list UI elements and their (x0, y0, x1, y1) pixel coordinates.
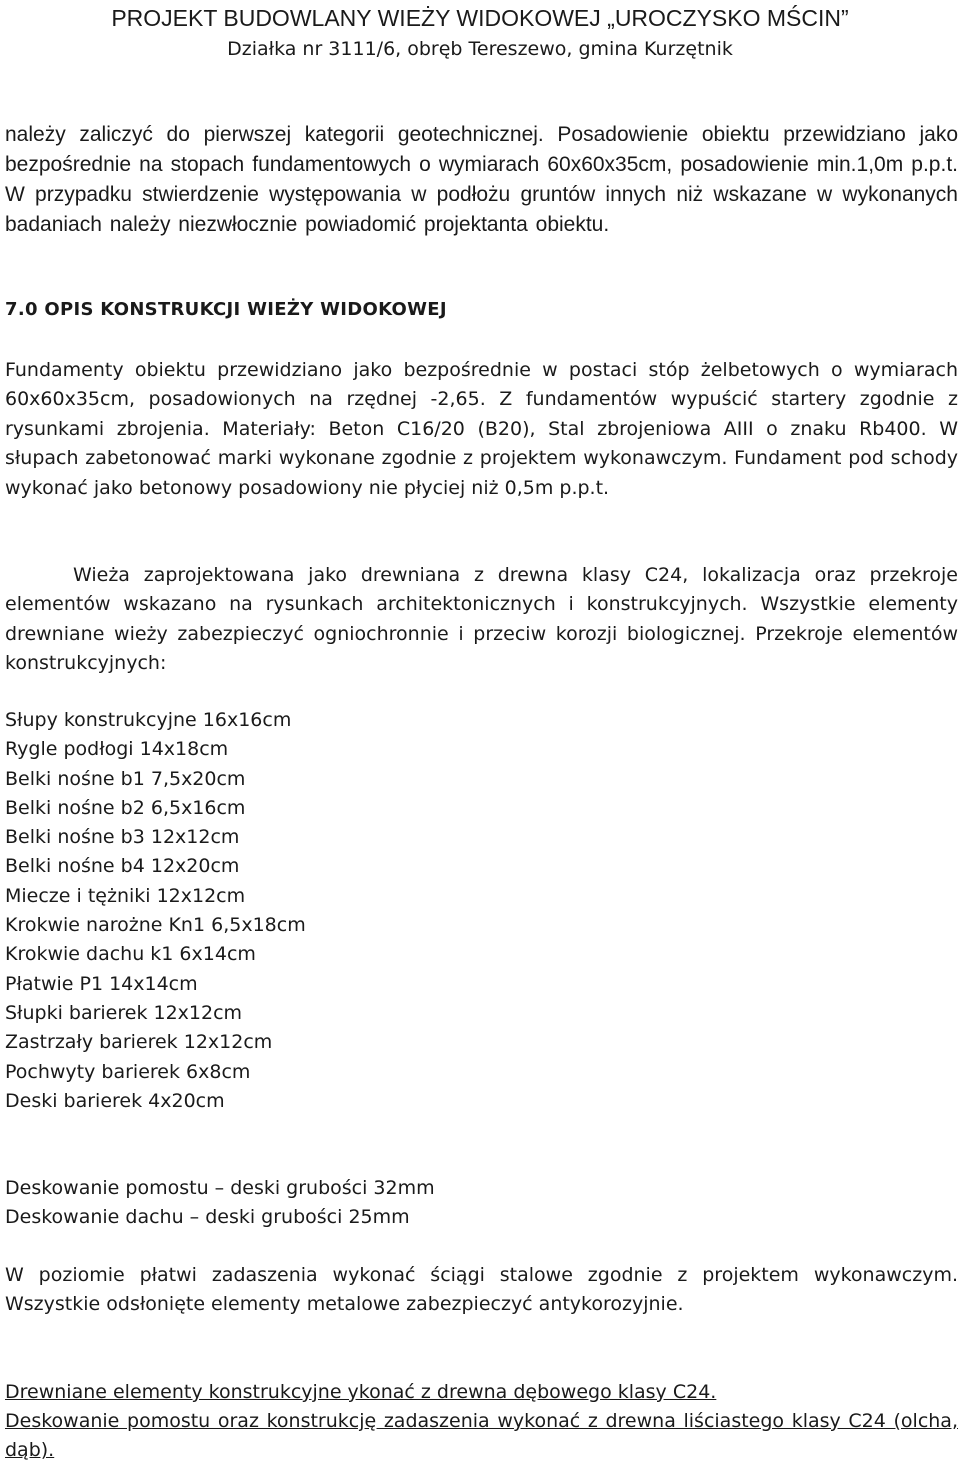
foundations-paragraph: Fundamenty obiektu przewidziano jako bezpośrednie w postaci stóp żelbetowych o wymiarach 60x60x35cm, posadowionych na rzędnej -2,65. Z fundamentów wypuścić startery zgodnie z rysunkami zbrojenia. Materiały: Beton C16/20 (B20), Stal zbrojeniowa AIII o znaku Rb400. W słupach zabetonować marki wykonane zgodnie z projektem wykonawczym. Fundament pod schody wykonać jako betonowy posadowiony nie płyciej niż 0,5m p.p.t. (5, 359, 958, 499)
list-item: Krokwie narożne Kn1 6,5x18cm (5, 914, 306, 937)
document-subtitle: Działka nr 3111/6, obręb Tereszewo, gmina Kurzętnik (227, 38, 733, 60)
list-item: Krokwie dachu k1 6x14cm (5, 943, 256, 966)
tower-paragraph: Wieża zaprojektowana jako drewniana z drewna klasy C24, lokalizacja oraz przekroje elementów wskazano na rysunkach architektonicznych i konstrukcyjnych. Wszystkie elementy drewniane wieży zabezpieczyć ogniochronnie i przeciw korozji biologicznej. Przekroje elementów konstrukcyjnych: (5, 564, 958, 675)
oak-note: Drewniane elementy konstrukcyjne ykonać z drewna dębowego klasy C24. (5, 1381, 717, 1403)
list-item: Pochwyty barierek 6x8cm (5, 1060, 251, 1083)
list-item: Płatwie P1 14x14cm (5, 972, 198, 995)
list-item: Belki nośne b1 7,5x20cm (5, 767, 246, 790)
steel-paragraph: W poziomie płatwi zadaszenia wykonać ściągi stalowe zgodnie z projektem wykonawczym. Wszystkie odsłonięte elementy metalowe zabezpieczyć antykorozyjnie. (5, 1264, 958, 1316)
list-item: Słupy konstrukcyjne 16x16cm (5, 709, 292, 731)
document-title: PROJEKT BUDOWLANY WIEŻY WIDOKOWEJ „UROCZYSKO MŚCIN” (111, 5, 849, 31)
list-item: Belki nośne b2 6,5x16cm (5, 796, 246, 819)
decking-list (5, 1174, 435, 1233)
geotechnical-paragraph: należy zaliczyć do pierwszej kategorii geotechnicznej. Posadowienie obiektu przewidziano jako bezpośrednie na stopach fundamentowych o wymiarach 60x60x35cm, posadowienie min.1,0m p.p.t. W przypadku stwierdzenie występowania w podłożu gruntów innych niż wskazane w wykonanych badaniach należy niezwłocznie powiadomić projektanta obiektu. (5, 123, 958, 236)
section-heading: 7.0 OPIS KONSTRUKCJI WIEŻY WIDOKOWEJ (5, 299, 447, 320)
list-item: Zastrzały barierek 12x12cm (5, 1031, 273, 1054)
decking-note: Deskowanie pomostu oraz konstrukcję zadaszenia wykonać z drewna liściastego klasy C24 (olcha, dąb). (5, 1410, 958, 1462)
list-item: Deskowanie pomostu – deski grubości 32mm (5, 1177, 435, 1199)
list-item: Słupki barierek 12x12cm (5, 1001, 243, 1024)
list-item: Rygle podłogi 14x18cm (5, 738, 229, 761)
list-item: Deskowanie dachu – deski grubości 25mm (5, 1206, 410, 1229)
list-item: Miecze i tężniki 12x12cm (5, 884, 246, 907)
list-item: Deski barierek 4x20cm (5, 1089, 225, 1112)
list-item: Belki nośne b4 12x20cm (5, 855, 240, 878)
list-item: Belki nośne b3 12x12cm (5, 826, 240, 849)
structural-elements-list (5, 706, 306, 1116)
